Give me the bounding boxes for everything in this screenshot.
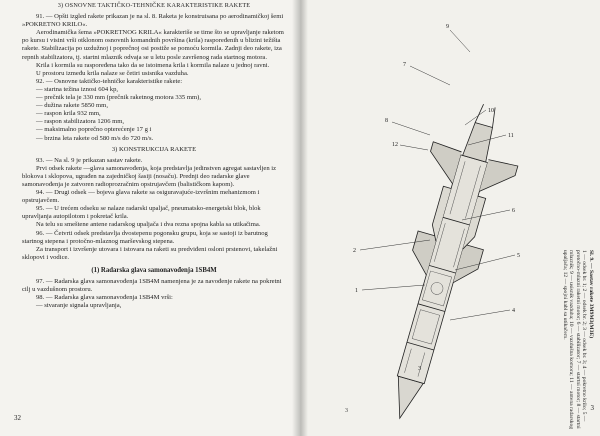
label-2: 2 xyxy=(353,248,356,254)
left-page-text xyxy=(22,2,286,310)
paragraph: 98. — Radarska glava samonavođenja 1SB4M vrši: xyxy=(36,294,173,302)
spec-item: — dužina rakete 5850 mm, xyxy=(36,102,108,110)
missile-diagram xyxy=(300,0,600,436)
subsection-heading: (1) Radarska glava samonavođenja 1SB4M xyxy=(91,266,217,274)
label-8: 8 xyxy=(385,118,388,124)
small-mark: 3 xyxy=(345,408,348,414)
paragraph: 92. — Osnovne taktičko-tehničke karakteristike rakete: xyxy=(36,77,183,85)
spec-item: — stvaranje signala upravljanja, xyxy=(36,302,122,310)
subsection-heading: 3) KONSTRUKCIJA RAKETE xyxy=(111,145,197,153)
spec-item: — raspon krila 932 mm, xyxy=(36,110,101,118)
label-12: 12 xyxy=(392,142,398,148)
paragraph: 96. — Četvrti odsek predstavlja dvostepenu pogonsku grupu, koja se sastoji iz barutnog startnog stepena i protočno-mlaznog marševskog stepena. xyxy=(22,229,268,245)
caption-body: 1 — odsek br. 1; 2 — odsek br. 2; 3 — odsek br. 3; 4 — pokretno krilo; 5 — protočno-mlazni raketni motor; 6 — stabilizator; 7 — startni motor; 8 — startni mlaznik; 9 — usisnik vazduha; 10 — vazdušna komora; 11 — antena radarskog upaljača; 12 — spojni kabl sa utikačem. xyxy=(561,250,588,430)
paragraph: 94. — Drugi odsek — bojeva glava rakete sa osiguravajuće-izvršnim mehanizmom i opstrujavčem. xyxy=(22,189,260,205)
figure-caption xyxy=(560,250,594,430)
label-3: 3 xyxy=(418,366,421,372)
paragraph: Aerodinamička šema »POKRETNOG KRILA« karakteriše se time što se upravljanje raketom po kursu i visini vrši otklonom osnovnih komandnih površina (krila) raspoređenih u blizini težišta rakete. Stabilizacija po uzdužnoj i poprečnoj osi postiže se pomoću kormila. Zadnji deo rakete, iza repnih stabilizatora, tj. startni mlaznik odvaja se u letu posle završenog rada startnog motora. xyxy=(22,29,284,61)
spec-item: — raspon stabilizatora 1206 mm, xyxy=(36,118,125,126)
spec-item: — startna težina iznosi 604 kp, xyxy=(36,85,119,93)
label-10: 10 xyxy=(488,108,494,114)
paragraph: U prostoru između krila nalaze se četiri usisnika vazduha. xyxy=(36,69,189,77)
paragraph: 91. — Opšti izgled rakete prikazan je na sl. 8. Raketa je konstruisana po aerodinamičkoj šemi »POKRETNO KRILO«. xyxy=(22,13,284,29)
paragraph: Krila i kormila su raspoređena tako da se istoimena krila i kormila nalaze u jednoj ravni. xyxy=(36,61,270,69)
paragraph: 93. — Na sl. 9 je prikazan sastav rakete. xyxy=(36,156,143,164)
paragraph: 95. — U trećem odseku se nalaze radarski upaljač, pneumatsko-energetski blok, blok upravljanja autopilotom i pokretač krila. xyxy=(22,205,261,221)
label-7: 7 xyxy=(403,62,406,68)
paragraph: Za transport i izvršenje utovara i istovara na raketi su predviđeni osloni prstenovi, takelažni sklopovi i vodice. xyxy=(22,245,278,261)
label-11: 11 xyxy=(508,133,514,139)
paragraph: 97. — Radarska glava samonavođenja 1SB4M namenjena je za navođenje rakete na pokretni cilj u vazdušnom prostoru. xyxy=(22,278,282,294)
nose-cone xyxy=(387,376,423,422)
book-gutter xyxy=(292,0,308,436)
label-5: 5 xyxy=(517,253,520,259)
label-9: 9 xyxy=(446,24,449,30)
paragraph: Prvi odsek rakete —glava samonavođenja, koja predstavlja jedinstven agregat sastavljen iz blokova i sklopova, ugrađen na zajedničkoj šasiji (nosaču). Prednji deo radarske glave samonavođenja je zatvoren radioprozračnim opstrujavčem (balističkom kapom). xyxy=(22,164,277,188)
label-6: 6 xyxy=(512,208,515,214)
page-number-right: 3 xyxy=(590,404,594,412)
spec-item: — brzina leta rakete od 580 m/s do 720 m/s. xyxy=(36,134,154,142)
caption-title: Sl. 9. — Sastav rakete 3M9M3(M3E) xyxy=(588,250,594,339)
section-header: 3) OSNOVNE TAKTIČKO-TEHNIČKE KARAKTERISTIKE RAKETE xyxy=(57,2,251,9)
page-number-left: 32 xyxy=(14,414,21,422)
spec-item: — prečnik tela je 330 mm (prečnik raketnog motora 335 mm), xyxy=(36,94,201,102)
spec-item: — maksimalno poprečno opterećenje 17 g i xyxy=(36,126,152,134)
label-1: 1 xyxy=(355,288,358,294)
label-4: 4 xyxy=(512,308,515,314)
paragraph: Na telu su smeštene antene radarskog upaljača i dva rezna spojna kabla sa utikačima. xyxy=(36,221,261,229)
